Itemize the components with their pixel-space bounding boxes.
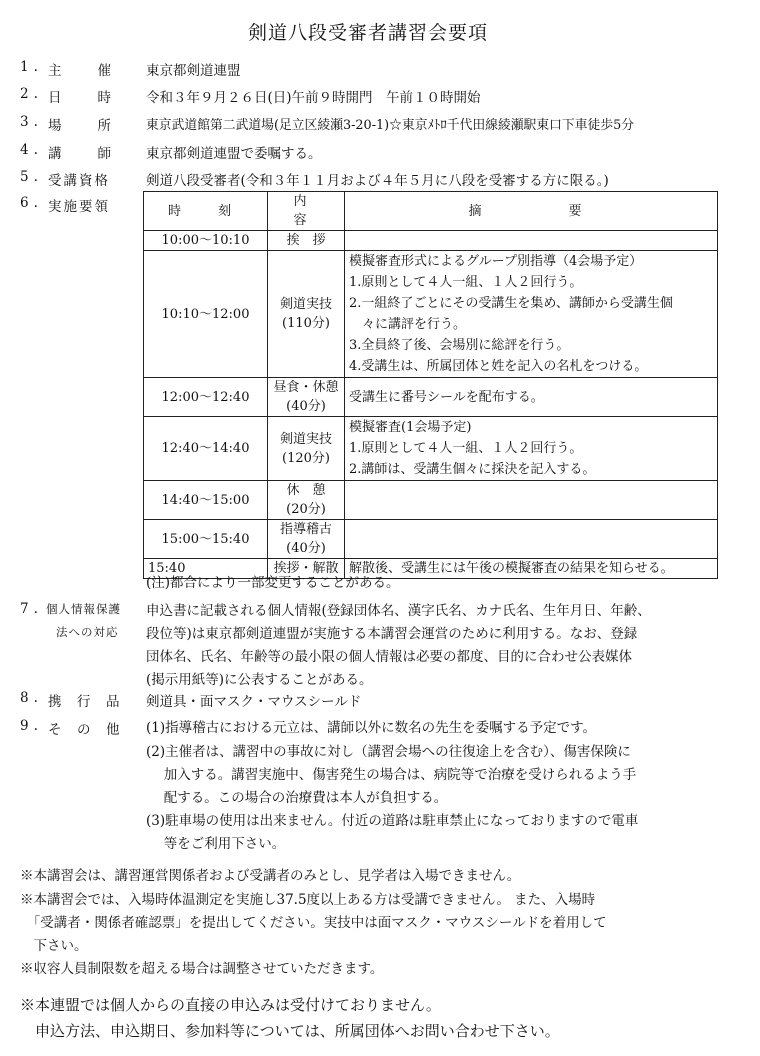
notice-line: ※本講習会は、講習運営関係者および受講者のみとし、見学者は入場できません。 (20, 868, 521, 884)
item-text-line: 配する。この場合の治療費は本人が負担する。 (146, 790, 448, 806)
row-time: 12:40～14:40 (144, 417, 268, 481)
content-line: 挨拶・解散 (273, 561, 339, 576)
item-text-line: 段位等)は東京都剣道連盟が実施する本講習会運営のために利用する。なお、登録 (146, 626, 638, 642)
content-line: 指導稽古 (279, 522, 332, 537)
item-text-line: 加入する。講習実施中、傷害発生の場合は、病院等で治療を受けられるよう手 (146, 767, 637, 783)
content-line: 剣道実技 (279, 431, 332, 447)
row-notes (345, 231, 718, 251)
row-content (268, 251, 345, 378)
table-row (144, 378, 718, 417)
item-text-line: (1)指導稽古における元立は、講師以外に数名の先生を委嘱する予定です。 (146, 720, 597, 736)
item-number: 7. (20, 601, 43, 617)
row-time: 15:00～15:40 (144, 520, 268, 559)
final-line: ※本連盟では個人からの直接の申込みは受付けておりません。 (20, 996, 441, 1014)
note-line: 模擬審査形式によるグループ別指導（4会場予定） (349, 254, 643, 269)
header-time: 時 刻 (144, 192, 268, 231)
note-line: 2.一組終了ごとにその受講生を集め、講師から受講生個 (349, 296, 673, 311)
item-label: 個人情報保護 (46, 602, 121, 616)
page-title: 剣道八段受審者講習会要項 (248, 22, 489, 44)
item-value: 東京都剣道連盟 (146, 63, 241, 79)
note-line: 解散後、受講生には午後の模擬審査の結果を知らせる。 (349, 561, 674, 576)
row-notes (345, 251, 718, 378)
content-line: 剣道実技 (279, 297, 332, 312)
row-time: 10:00～10:10 (144, 231, 268, 251)
note-line: 々に講評を行う。 (349, 317, 467, 332)
item-label: 場 所 (48, 118, 114, 134)
content-line: (40分) (286, 399, 326, 414)
table-row (144, 231, 718, 251)
note-line: 1.原則として４人一組、１人２回行う。 (349, 275, 583, 290)
content-line: 昼食・休憩 (273, 380, 339, 395)
row-content (268, 231, 345, 251)
item-number: 2. (20, 86, 43, 102)
row-notes (345, 417, 718, 481)
row-notes (345, 520, 718, 559)
notice-line: ※収容人員制限数を超える場合は調整させていただきます。 (20, 961, 384, 977)
content-line: 休 憩 (286, 483, 326, 498)
item-label: 実施要領 (48, 199, 110, 215)
notice-line: 「受講者・関係者確認票」を提出してください。実技中は面マスク・マウスシールドを着用して (20, 915, 607, 931)
row-time: 12:00～12:40 (144, 378, 268, 417)
row-time: 15:40 (144, 559, 268, 579)
note-line: 1.原則として４人一組、１人２回行う。 (349, 441, 583, 456)
item-value: 東京都剣道連盟で委嘱する。 (146, 146, 322, 162)
item-text-line: 団体名、氏名、年齢等の最小限の個人情報は必要の都度、目的に合わせ公表媒体 (146, 649, 632, 665)
notice-line: 下さい。 (20, 938, 88, 954)
schedule-note: (注)都合により一部変更することがある。 (146, 575, 400, 591)
table-header-row (144, 192, 718, 231)
item-value: 剣道具・面マスク・マウスシールド (146, 694, 362, 710)
table-row (144, 520, 718, 559)
item-number: 3. (20, 114, 43, 130)
note-line: 受講生に番号シールを配布する。 (349, 389, 544, 405)
row-notes (345, 559, 718, 579)
note-line: 3.全員終了後、会場別に総評を行う。 (349, 338, 570, 353)
schedule-table (143, 191, 718, 579)
table-row (144, 417, 718, 481)
row-time: 10:10～12:00 (144, 251, 268, 378)
table-row (144, 481, 718, 520)
table-row (144, 251, 718, 378)
note-line: 模擬審査(1会場予定) (349, 420, 472, 435)
item-label: 主 催 (48, 63, 114, 79)
item-value: 令和３年９月２６日(日)午前９時開門 午前１０時開始 (146, 90, 481, 106)
content-line: (120分) (282, 450, 330, 466)
content-line: (40分) (286, 541, 326, 556)
item-text-line: 申込書に記載される個人情報(登録団体名、漢字氏名、カナ氏名、生年月日、年齢、 (146, 603, 651, 619)
notice-line: ※本講習会では、入場時体温測定を実施し37.5度以上ある方は受講できません。 また、入場時 (20, 892, 596, 908)
item-text-line: (掲示用紙等)に公表することがある。 (146, 672, 373, 688)
final-line: 申込方法、申込期日、参加料等については、所属団体へお問い合わせ下さい。 (20, 1022, 560, 1040)
item-number: 9. (20, 718, 43, 734)
item-text-line: (3)駐車場の使用は出来ません。付近の道路は駐車禁止になっておりますので電車 (146, 813, 639, 829)
item-label: 講 師 (48, 146, 114, 162)
item-number: 8. (20, 690, 43, 706)
content-line: (20分) (286, 502, 326, 517)
row-time: 14:40～15:00 (144, 481, 268, 520)
note-line: 2.講師は、受講生個々に採決を記入する。 (349, 462, 596, 477)
header-notes: 摘 要 (345, 192, 718, 231)
content-line: 挨 拶 (286, 233, 326, 248)
item-label: 法への対応 (56, 625, 119, 639)
row-content (268, 520, 345, 559)
item-text-line: (2)主催者は、講習中の事故に対し（講習会場への往復途上を含む）、傷害保険に (146, 744, 631, 760)
row-notes (345, 378, 718, 417)
item-value: 東京武道館第二武道場(足立区綾瀬3-20-1)☆東京ﾒﾄﾛ千代田線綾瀬駅東口下車徒歩5分 (146, 118, 635, 133)
item-number: 5. (20, 169, 43, 185)
item-number: 4. (20, 142, 43, 158)
row-notes (345, 481, 718, 520)
item-value: 剣道八段受審者(令和３年１１月および４年５月に八段を受審する方に限る。) (146, 173, 609, 189)
row-content (268, 378, 345, 417)
note-line: 4.受講生は、所属団体と姓を記入の名札をつける。 (349, 359, 648, 374)
row-content (268, 417, 345, 481)
item-text-line: 等をご利用下さい。 (146, 836, 286, 852)
row-content (268, 481, 345, 520)
item-label: 携 行 品 (48, 694, 121, 710)
content-line: (110分) (282, 316, 330, 331)
item-label: 受講資格 (48, 173, 110, 189)
header-content: 内 容 (268, 192, 345, 231)
item-label: そ の 他 (48, 722, 121, 738)
item-label: 日 時 (48, 90, 114, 106)
item-number: 6. (20, 195, 43, 211)
item-number: 1. (20, 59, 43, 75)
